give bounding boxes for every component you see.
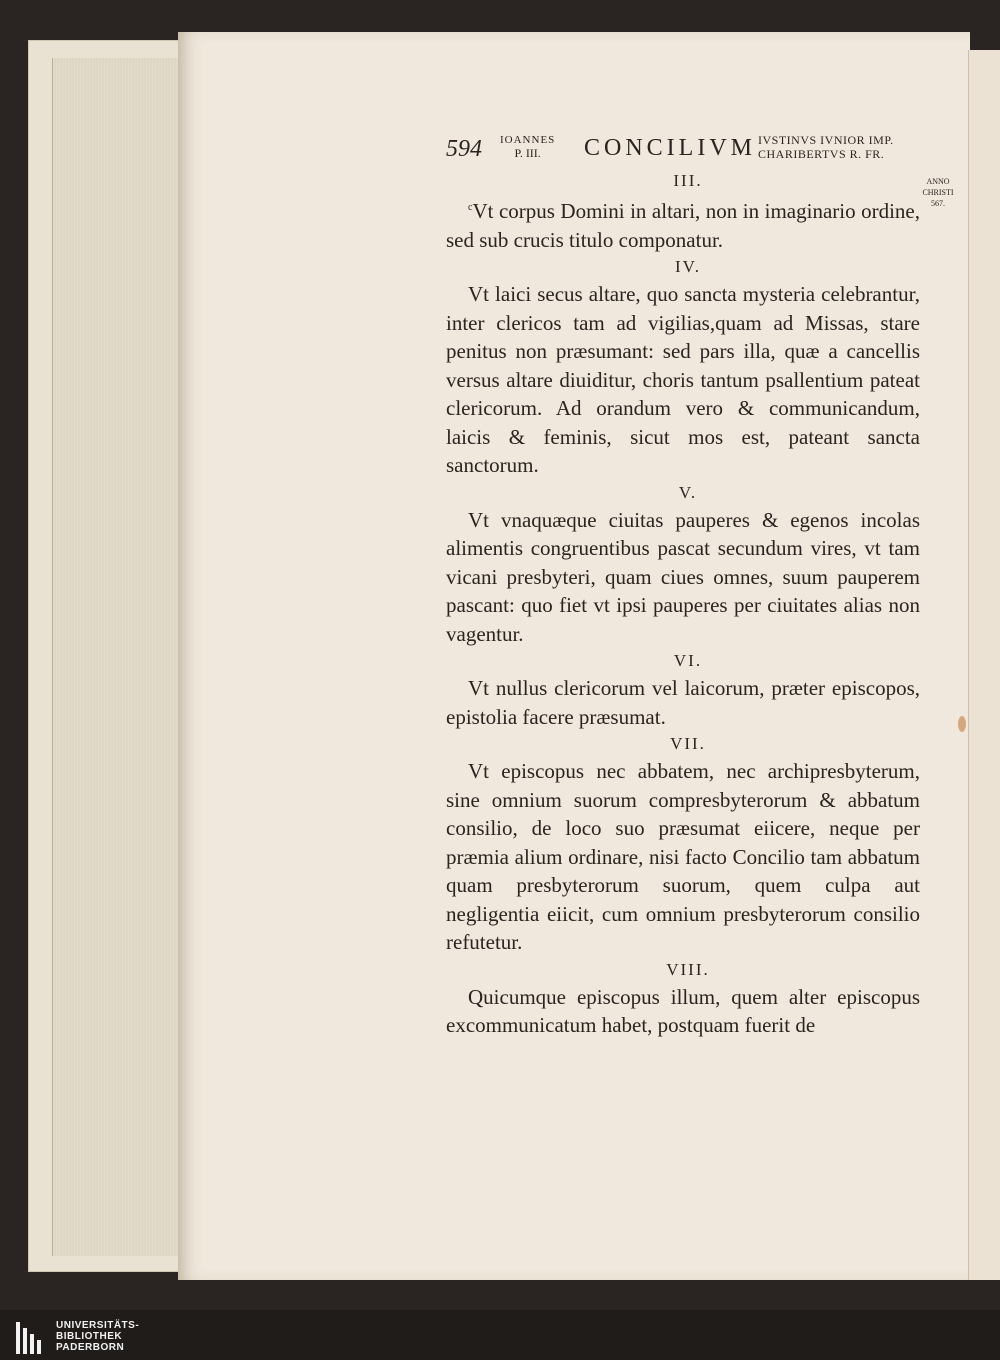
margin-note <box>918 176 958 209</box>
running-head-left-line1: IOANNES <box>500 134 556 146</box>
section-text: Vt laici secus altare, quo sancta mysteria celebrantur, inter clericos tam ad vigilias,quam ad Missas, stare penitus non præsumant: sed pars illa, quæ a cancellis versus altare diuiditur, choris tantum psallentium pateat clericorum. Ad orandum vero & communicandum, laicis & feminis, sicut mos est, pateant sancta sanctorum. <box>446 282 920 477</box>
library-name-line2: BIBLIOTHEK <box>56 1331 123 1342</box>
running-head-left-line2: P. III. <box>514 146 541 160</box>
page-edges <box>52 58 185 1256</box>
margin-note-line3: 567. <box>931 199 945 208</box>
section-numeral: III. <box>673 171 703 190</box>
section-text: Quicumque episcopus illum, quem alter episcopus excommunicatum habet, postquam fuerit de <box>446 984 920 1037</box>
margin-note-line1: ANNO <box>926 177 950 186</box>
margin-note-line2: CHRISTI <box>922 188 954 197</box>
body-text <box>446 168 920 1040</box>
running-head <box>446 132 906 168</box>
facing-page-edge <box>968 50 1000 1280</box>
library-name-line1: UNIVERSITÄTS- <box>56 1320 140 1331</box>
section-text: Vt episcopus nec abbatem, nec archipresbyterum, sine omnium suorum compresbyterorum & abbatum consilio, de loco suo præsumat eiicere, neque per præmia alium ordinare, nisi facto Concilio tam abbatum quam presbyterorum suorum, quem culpa aut negligentia eiicit, cum omnium presbyterorum consilio refutetur. <box>446 759 920 954</box>
page-stain <box>958 716 966 732</box>
section-text: Vt vnaquæque ciuitas pauperes & egenos incolas alimentis congruentibus pascat secundum vires, vt tam vicani presbyteri, quam ciues omnes, suum pauperem pascant: quo fiet vt ipsi pauperes per ciuitates alias non vagentur. <box>446 507 920 646</box>
section-numeral: V. <box>678 482 698 502</box>
running-head-title: CONCILIVM <box>584 135 756 161</box>
running-head-right-line1: IVSTINVS IVNIOR IMP. <box>758 133 894 147</box>
note-marker: c <box>468 202 473 213</box>
running-head-left <box>500 134 555 160</box>
section-numeral: VI. <box>673 651 703 670</box>
section-numeral: VII. <box>670 734 706 753</box>
library-logo-icon <box>14 1320 46 1356</box>
section-text <box>446 194 920 254</box>
section-numeral: IV. <box>675 257 701 276</box>
library-name-line3: PADERBORN <box>56 1342 125 1353</box>
library-footer <box>0 1310 1000 1360</box>
running-head-right-line2: CHARIBERTVS R. FR. <box>758 147 885 161</box>
library-name <box>56 1320 139 1353</box>
section-numeral: VIII. <box>666 959 710 979</box>
running-head-right <box>758 133 894 161</box>
section-text-body: Vt corpus Domini in altari, non in imaginario ordine, sed sub crucis titulo componatur. <box>446 199 920 252</box>
section-text: Vt nullus clericorum vel laicorum, præter episcopos, epistolia facere præsumat. <box>446 676 920 729</box>
page-number: 594 <box>446 136 482 162</box>
